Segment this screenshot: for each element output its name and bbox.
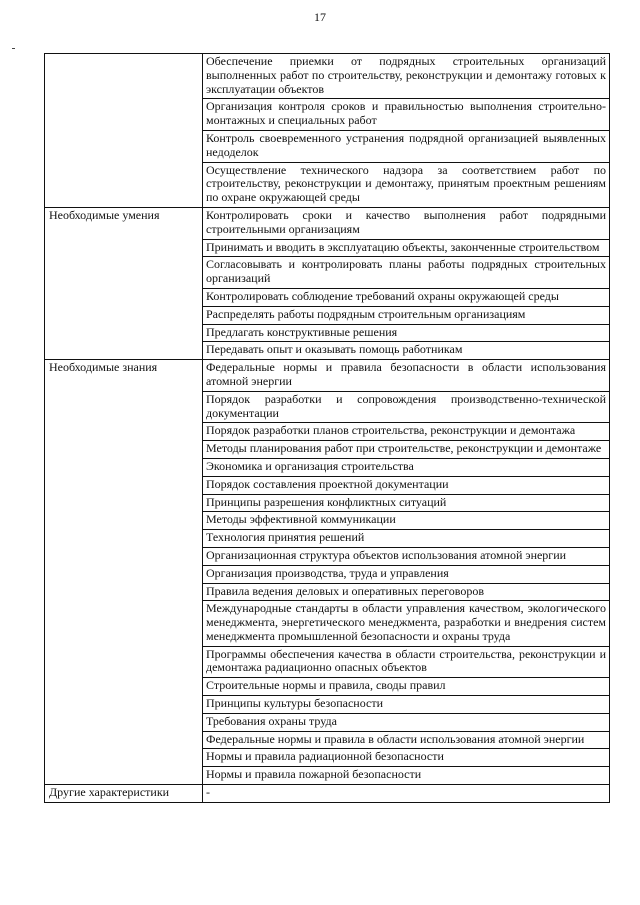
table-cell: Международные стандарты в области управления качеством, экологического менеджмента, энергетического менеджмента, разработки и внедрения систем менеджмента промышленной безопасности и охраны труда	[203, 601, 610, 646]
table-cell: Контролировать соблюдение требований охраны окружающей среды	[203, 288, 610, 306]
table-cell: Согласовывать и контролировать планы работы подрядных строительных организаций	[203, 257, 610, 289]
row-header: Необходимые знания	[45, 360, 203, 785]
table-body	[45, 54, 610, 803]
table-cell: Технология принятия решений	[203, 530, 610, 548]
table-row	[45, 785, 610, 803]
table-cell: Порядок разработки планов строительства, реконструкции и демонтажа	[203, 423, 610, 441]
row-header: Необходимые умения	[45, 207, 203, 359]
table-cell: Федеральные нормы и правила в области использования атомной энергии	[203, 731, 610, 749]
table-cell: Методы планирования работ при строительстве, реконструкции и демонтаже	[203, 441, 610, 459]
page-number: 17	[314, 10, 326, 24]
table-cell: Порядок составления проектной документации	[203, 476, 610, 494]
table-cell: Контролировать сроки и качество выполнения работ подрядными строительными организациям	[203, 207, 610, 239]
table-cell: Экономика и организация строительства	[203, 458, 610, 476]
characteristics-table	[44, 53, 610, 803]
table-cell: Организационная структура объектов использования атомной энергии	[203, 547, 610, 565]
table-cell: Принципы культуры безопасности	[203, 696, 610, 714]
table-cell: Порядок разработки и сопровождения производственно-технической документации	[203, 391, 610, 423]
table-cell: Методы эффективной коммуникации	[203, 512, 610, 530]
table-cell: Организация контроля сроков и правильностью выполнения строительно-монтажных и специальных работ	[203, 99, 610, 131]
table-cell: Принимать и вводить в эксплуатацию объекты, законченные строительством	[203, 239, 610, 257]
table-row	[45, 360, 610, 392]
table-cell: Федеральные нормы и правила безопасности в области использования атомной энергии	[203, 360, 610, 392]
table-cell: Обеспечение приемки от подрядных строительных организаций выполненных работ по строительству, реконструкции и демонтажу готовых к эксплуатации объектов	[203, 54, 610, 99]
row-header	[45, 54, 203, 208]
table-cell: Предлагать конструктивные решения	[203, 324, 610, 342]
table-cell: Передавать опыт и оказывать помощь работникам	[203, 342, 610, 360]
table-cell: Программы обеспечения качества в области строительства, реконструкции и демонтажа радиационно опасных объектов	[203, 646, 610, 678]
table-cell: Правила ведения деловых и оперативных переговоров	[203, 583, 610, 601]
table-cell: Организация производства, труда и управления	[203, 565, 610, 583]
table-cell: Нормы и правила радиационной безопасности	[203, 749, 610, 767]
table-cell: Распределять работы подрядным строительным организациям	[203, 306, 610, 324]
margin-mark	[12, 48, 15, 49]
table-cell: Нормы и правила пожарной безопасности	[203, 767, 610, 785]
table-row	[45, 54, 610, 99]
table-row	[45, 207, 610, 239]
table-cell: Осуществление технического надзора за соответствием работ по строительству, реконструкции и демонтажу, принятым проектным решениям по охране окружающей среды	[203, 162, 610, 207]
table-cell: Строительные нормы и правила, своды правил	[203, 678, 610, 696]
table-cell: Контроль своевременного устранения подрядной организацией выявленных недоделок	[203, 130, 610, 162]
table-cell: Принципы разрешения конфликтных ситуаций	[203, 494, 610, 512]
table-cell: -	[203, 785, 610, 803]
row-header: Другие характеристики	[45, 785, 203, 803]
table-cell: Требования охраны труда	[203, 713, 610, 731]
